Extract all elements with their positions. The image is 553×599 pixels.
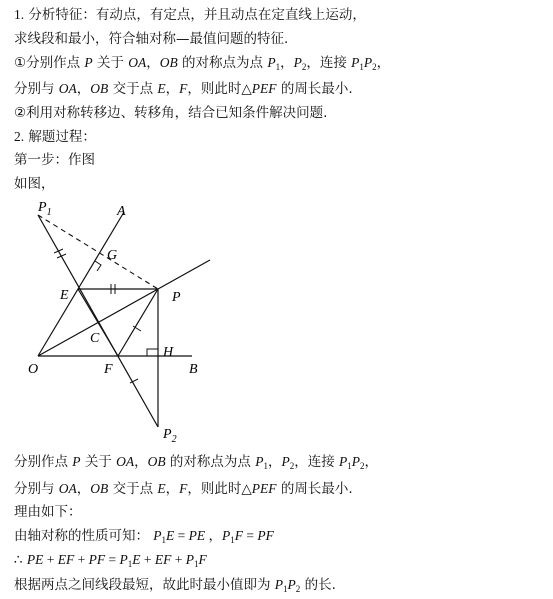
text-run: = xyxy=(174,528,189,543)
math-symbol: OA xyxy=(128,55,147,70)
segment-p-f xyxy=(118,289,158,356)
math-symbol: EF xyxy=(57,552,75,567)
text-line xyxy=(14,527,274,549)
text-run: + xyxy=(171,552,186,567)
text-line xyxy=(14,576,336,598)
text-run: 由轴对称的性质可知： xyxy=(14,528,154,544)
label-c: C xyxy=(90,331,100,346)
subscript: 1 xyxy=(275,62,281,72)
text-run: ， xyxy=(205,528,223,543)
math-symbol: E xyxy=(132,552,141,567)
text-run: ，则此时△ xyxy=(187,481,252,497)
math-symbol: F xyxy=(179,81,188,96)
text-run: + xyxy=(74,552,89,567)
text-line xyxy=(14,151,95,169)
math-symbol: P xyxy=(293,55,302,70)
math-symbol: P xyxy=(363,55,373,70)
subscript: 1 xyxy=(263,461,268,471)
text-run: 的对称点为点 xyxy=(177,55,268,71)
right-angle-h xyxy=(147,349,158,356)
text-run: 交于点 xyxy=(108,81,158,97)
text-line xyxy=(14,551,207,573)
text-run: 分别与 xyxy=(14,481,59,497)
text-run: 如图， xyxy=(14,176,55,192)
math-symbol: P xyxy=(274,577,284,592)
label-p1: $P_1$ xyxy=(38,200,52,218)
text-run: ，则此时△ xyxy=(187,81,252,97)
text-line xyxy=(14,503,82,521)
math-symbol: P xyxy=(84,55,93,70)
text-line xyxy=(14,453,378,475)
text-run: ②利用对称转移边、转移角，结合已知条件解决问题. xyxy=(14,105,328,121)
text-run: 2. xyxy=(14,129,25,144)
subscript: 2 xyxy=(360,461,365,471)
math-symbol: OB xyxy=(90,481,109,496)
label-a: A xyxy=(117,204,126,219)
subscript: 1 xyxy=(127,559,133,569)
segment-p1-p2 xyxy=(38,215,158,427)
text-line xyxy=(14,54,390,76)
text-line xyxy=(14,6,366,24)
text-run: 分别与 xyxy=(14,81,59,97)
text-run: ， xyxy=(165,481,180,497)
subscript: 1 xyxy=(347,461,352,471)
math-symbol: OB xyxy=(147,454,166,469)
text-run: 根据两点之间线段最短，故此时最小值即为 xyxy=(14,577,275,593)
text-run: 的对称点为点 xyxy=(165,454,256,470)
math-symbol: E xyxy=(157,481,166,496)
text-run: 交于点 xyxy=(108,481,158,497)
text-run: ， xyxy=(364,454,379,470)
text-run: 分别作点 xyxy=(14,454,73,470)
math-symbol: PF xyxy=(257,528,274,543)
math-symbol: P xyxy=(119,552,128,567)
subscript: 2 xyxy=(295,584,301,594)
label-o: O xyxy=(28,362,39,377)
math-symbol: P xyxy=(185,552,195,567)
text-line xyxy=(14,480,353,498)
math-symbol: OA xyxy=(58,81,77,96)
text-run: ， xyxy=(267,454,282,470)
text-run: 的长. xyxy=(300,577,336,593)
math-symbol: P xyxy=(72,454,81,469)
subscript: 1 xyxy=(230,535,235,545)
subscript: 1 xyxy=(359,62,364,72)
text-run: ∴ xyxy=(14,552,27,568)
text-line xyxy=(14,30,288,48)
math-symbol: OB xyxy=(90,81,109,96)
math-symbol: E xyxy=(157,81,166,96)
right-angle-g xyxy=(95,261,101,271)
text-line xyxy=(14,128,96,146)
line-op xyxy=(38,260,210,356)
text-run: 分析特征：有动点，有定点，并且动点在定直线上运动， xyxy=(24,7,366,23)
text-run: 1. xyxy=(14,7,25,22)
math-symbol: E xyxy=(166,528,175,543)
text-line xyxy=(14,175,55,193)
math-symbol: P xyxy=(351,55,360,70)
geometry-diagram xyxy=(0,195,260,455)
math-symbol: P xyxy=(153,528,162,543)
math-symbol: P xyxy=(255,454,264,469)
text-run: 的周长最小. xyxy=(276,81,353,97)
math-symbol: P xyxy=(287,577,296,592)
text-run: + xyxy=(140,552,155,567)
math-symbol: P xyxy=(281,454,290,469)
text-run: ， xyxy=(146,55,160,71)
math-symbol: OA xyxy=(116,454,135,469)
text-run: ， xyxy=(280,55,294,71)
subscript: 1 xyxy=(194,559,199,569)
text-run: ，连接 xyxy=(306,55,352,71)
math-symbol: P xyxy=(351,454,361,469)
text-run: 关于 xyxy=(80,454,117,470)
text-run: ， xyxy=(376,55,391,71)
text-line xyxy=(14,104,327,122)
label-p: P xyxy=(172,290,181,305)
subscript: 2 xyxy=(372,62,377,72)
math-symbol: F xyxy=(234,528,244,543)
label-h: H xyxy=(163,345,174,360)
label-g: G xyxy=(107,248,118,263)
math-symbol: PEF xyxy=(251,81,277,96)
math-symbol: PE xyxy=(26,552,44,567)
math-symbol: EF xyxy=(154,552,172,567)
text-run: 第一步：作图 xyxy=(14,152,95,168)
math-symbol: OA xyxy=(58,481,77,496)
math-symbol: P xyxy=(339,454,348,469)
text-run: ，连接 xyxy=(294,454,340,470)
text-run: ①分别作点 xyxy=(14,55,85,71)
text-run: 求线段和最小，符合轴对称—最值问题的特征. xyxy=(14,31,289,47)
text-run: 理由如下： xyxy=(14,504,82,520)
subscript: 1 xyxy=(161,535,167,545)
text-run: = xyxy=(105,552,120,567)
subscript: 2 xyxy=(301,62,307,72)
text-run: + xyxy=(43,552,58,567)
subscript: 1 xyxy=(283,584,288,594)
label-b: B xyxy=(189,362,198,377)
text-run: 的周长最小. xyxy=(276,481,353,497)
text-run: ， xyxy=(76,481,91,497)
math-symbol: F xyxy=(179,481,188,496)
label-p2: $P_2$ xyxy=(163,427,177,445)
text-run: ， xyxy=(76,81,91,97)
math-symbol: P xyxy=(267,55,276,70)
text-run: = xyxy=(243,528,258,543)
math-symbol: PEF xyxy=(251,481,277,496)
text-run: 关于 xyxy=(92,55,129,71)
math-symbol: P xyxy=(222,528,231,543)
math-symbol: F xyxy=(198,552,207,567)
subscript: 2 xyxy=(289,461,295,471)
text-run: ， xyxy=(165,81,180,97)
label-e: E xyxy=(60,288,69,303)
label-f: F xyxy=(104,362,113,377)
math-symbol: PE xyxy=(188,528,206,543)
text-line xyxy=(14,80,353,98)
math-symbol: OB xyxy=(159,55,178,70)
math-symbol: PF xyxy=(88,552,106,567)
text-run: 解题过程： xyxy=(24,129,96,145)
text-run: ， xyxy=(134,454,148,470)
